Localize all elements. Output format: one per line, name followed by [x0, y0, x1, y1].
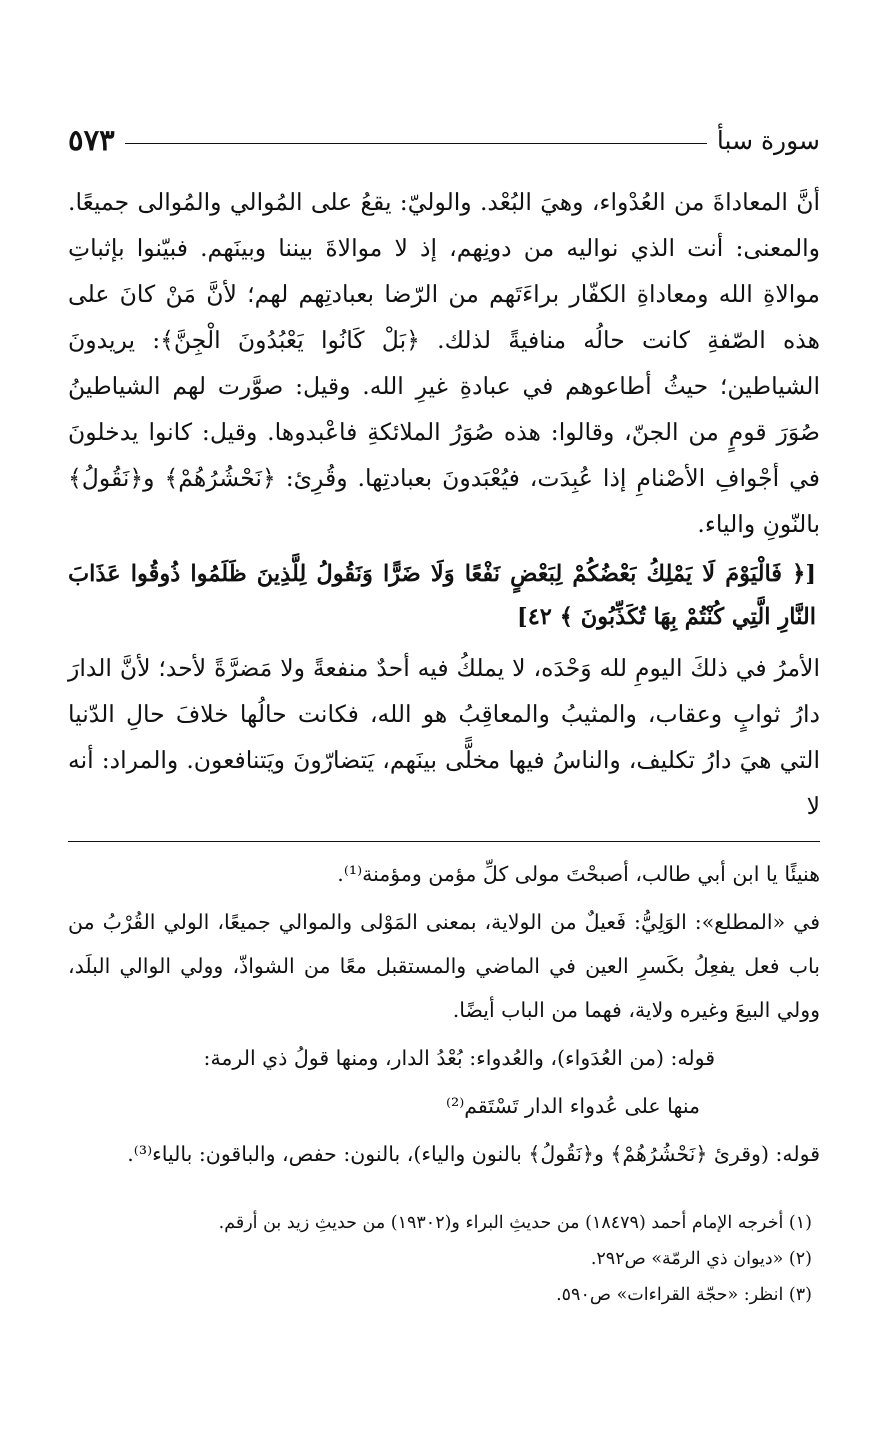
commentary-line-3: قوله: (من العُدَواء)، والعُدواء: بُعْدُ الدار، ومنها قولُ ذي الرمة: — [203, 1046, 715, 1070]
commentary-separator — [68, 841, 820, 842]
running-header — [68, 115, 820, 165]
surah-name: سورة سبأ — [716, 125, 820, 155]
header-rule — [125, 143, 707, 144]
footnotes — [68, 1205, 820, 1313]
main-text — [68, 179, 820, 829]
commentary — [68, 852, 820, 1176]
commentary-line-2: في «المطلع»: الوَلِيُّ: فَعيلٌ من الولاية، بمعنى المَوْلى والموالي جميعًا، الولي القُرْبُ من باب فعل يفعِلُ بكَسرِ العين في الماضي والمستقبل معًا من الشواذّ، وولي الوالي البلَد، وولي البيعَ وغيره ولاية، فهما من الباب أيضًا. — [68, 910, 820, 1022]
quran-verse: [﴿ فَالْيَوْمَ لَا يَمْلِكُ بَعْضُكُمْ لِبَعْضٍ نَفْعًا وَلَا ضَرًّا وَنَقُولُ لِلَّذِينَ ظَلَمُوا ذُوقُوا عَذَابَ النَّارِ الَّتِي كُنْتُمْ بِهَا تُكَذِّبُونَ ﴾ ٤٢] — [68, 561, 816, 630]
main-paragraph-2: الأمرُ في ذلكَ اليومِ لله وَحْدَه، لا يملكُ فيه أحدٌ منفعةً ولا مَضرَّةً لأحد؛ لأنَّ الدارَ دارُ ثوابٍ وعقاب، والمثيبُ والمعاقِبُ هو الله، فكانت حالُها خلافَ حالِ الدّنيا التي هيَ دارُ تكليف، والناسُ فيها مخلًّى بينَهم، يَتضارّونَ ويَتنافعون. والمراد: أنه لا — [68, 654, 820, 820]
footnote-3: (٣) انظر: «حجّة القراءات» ص٥٩٠. — [556, 1285, 812, 1305]
commentary-poem-line: منها على عُدواء الدار تَسْتَقم⁽²⁾ — [445, 1094, 700, 1118]
footnote-2: (٢) «ديوان ذي الرمّة» ص٢٩٢. — [590, 1249, 812, 1269]
footnote-1: (١) أخرجه الإمام أحمد (١٨٤٧٩) من حديثِ البراء و(١٩٣٠٢) من حديثِ زيد بن أرقم. — [218, 1213, 812, 1233]
book-page — [68, 115, 820, 1313]
main-paragraph-1: أنَّ المعاداةَ من العُدْواء، وهيَ البُعْد. والوليّ: يقعُ على المُوالي والمُوالى جميعًا. والمعنى: أنت الذي نواليه من دونِهم، إذ لا موالاةَ بيننا وبينَهم. فبيّنوا بإثباتِ موالاةِ الله ومعاداةِ الكفّار براءَتَهم من الرّضا بعبادتِهم لهم؛ لأنَّ مَنْ كانَ على هذه الصّفةِ كانت حالُه منافيةً لذلك. ﴿بَلْ كَانُوا يَعْبُدُونَ الْجِنَّ﴾: يريدونَ الشياطين؛ حيثُ أطاعوهم في عبادةِ غيرِ الله. وقيل: صوَّرت لهم الشياطينُ صُوَرَ قومٍ من الجنّ، وقالوا: هذه صُوَرُ الملائكةِ فاعْبدوها. وقيل: كانوا يدخلونَ في أجْوافِ الأصْنامِ إذا عُبِدَت، فيُعْبَدونَ بعبادتِها. وقُرِئ: ﴿نَحْشُرُهُمْ﴾ و﴿نَقُولُ﴾ بالنّونِ والياء. — [68, 188, 820, 538]
page-number: ٥٧٣ — [68, 123, 115, 157]
commentary-line-1: هنيئًا يا ابن أبي طالب، أصبحْتَ مولى كلِّ مؤمن ومؤمنة⁽¹⁾. — [337, 862, 820, 886]
commentary-line-5: قوله: (وقرئ ﴿نَحْشُرُهُمْ﴾ و﴿نَقُولُ﴾ بالنون والياء)، بالنون: حفص، والباقون: بالياء⁽³⁾. — [127, 1142, 820, 1166]
